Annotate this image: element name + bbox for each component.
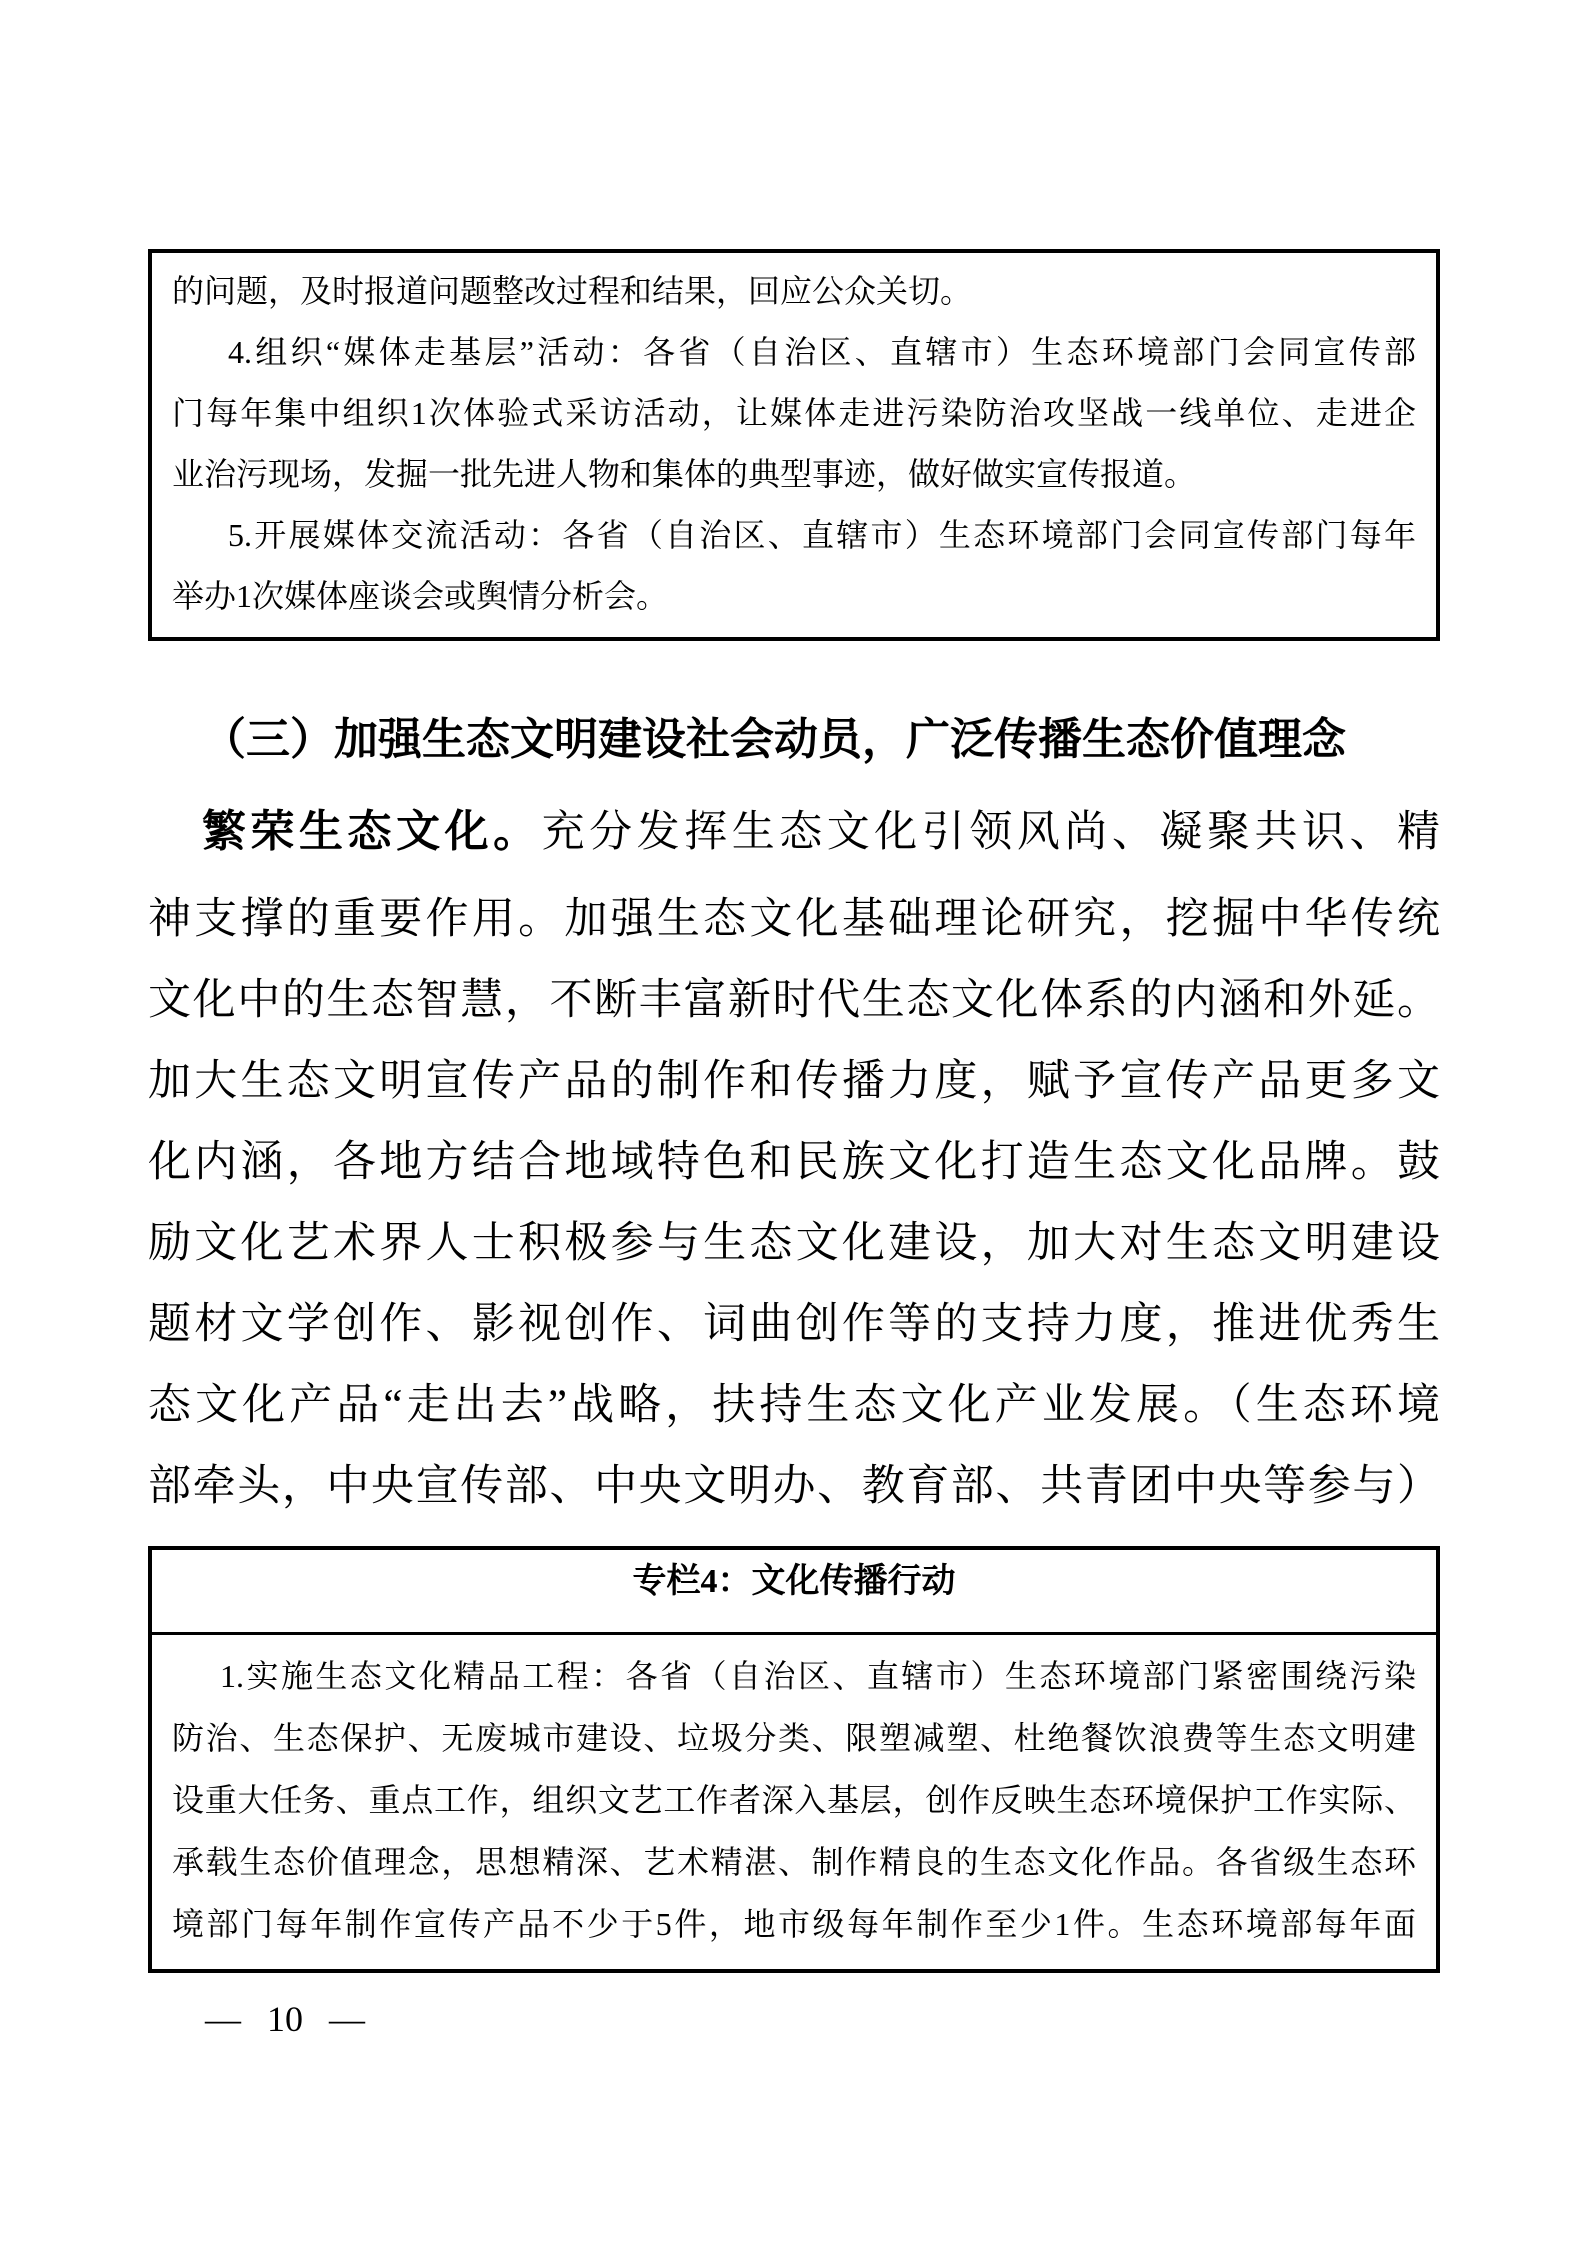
page-footer	[205, 1994, 365, 2044]
text-line: 文化中的生态智慧，不断丰富新时代生态文化体系的内涵和外延。	[148, 977, 1440, 1024]
text-line: 题材文学创作、影视创作、词曲创作等的支持力度，推进优秀生	[148, 1301, 1440, 1348]
text-line: 防治、生态保护、无废城市建设、垃圾分类、限塑减塑、杜绝餐饮浪费等生态文明建	[172, 1720, 1416, 1756]
column-box-3-continuation	[148, 249, 1440, 641]
footer-dash-right: —	[329, 1999, 365, 2039]
text-line: 业治污现场，发掘一批先进人物和集体的典型事迹，做好做实宣传报道。	[172, 456, 1197, 492]
text-line: 1.实施生态文化精品工程：各省（自治区、直辖市）生态环境部门紧密围绕污染	[220, 1658, 1416, 1694]
text-line: 境部门每年制作宣传产品不少于5件，地市级每年制作至少1件。生态环境部每年面	[172, 1906, 1416, 1942]
text-line: 门每年集中组织1次体验式采访活动，让媒体走进污染防治攻坚战一线单位、走进企	[172, 395, 1416, 431]
section-heading-line-1: （三）加强生态文明建设社会动员，广泛传播生态价值理念	[202, 715, 1346, 764]
text-line: 的问题，及时报道问题整改过程和结果，回应公众关切。	[172, 273, 973, 309]
column-box-header	[152, 1550, 1436, 1635]
text-line: 4.组织“媒体走基层”活动：各省（自治区、直辖市）生态环境部门会同宣传部	[228, 334, 1416, 370]
column-box-title: 专栏4：文化传播行动	[632, 1563, 956, 1600]
text-line: 承载生态价值理念，思想精深、艺术精湛、制作精良的生态文化作品。各省级生态环	[172, 1844, 1416, 1880]
section-3	[148, 694, 1440, 1527]
column-box-body	[152, 1635, 1436, 1969]
text-line: 神支撑的重要作用。加强生态文化基础理论研究，挖掘中华传统	[148, 896, 1440, 943]
footer-dash-left: —	[205, 1999, 241, 2039]
page-number: 10	[267, 1999, 303, 2039]
text-line: 加大生态文明宣传产品的制作和传播力度，赋予宣传产品更多文	[148, 1058, 1440, 1105]
text-line: 态文化产品“走出去”战略，扶持生态文化产业发展。（生态环境	[148, 1382, 1440, 1429]
section-heading-line-2	[148, 786, 1440, 879]
text-line: 设重大任务、重点工作，组织文艺工作者深入基层，创作反映生态环境保护工作实际、	[172, 1782, 1416, 1818]
text-line: 5.开展媒体交流活动：各省（自治区、直辖市）生态环境部门会同宣传部门每年	[228, 517, 1416, 553]
section-body-run: 充分发挥生态文化引领风尚、凝聚共识、精	[541, 809, 1441, 856]
text-line: 举办1次媒体座谈会或舆情分析会。	[172, 578, 669, 614]
text-line: 励文化艺术界人士积极参与生态文化建设，加大对生态文明建设	[148, 1220, 1440, 1267]
text-line: 化内涵，各地方结合地域特色和民族文化打造生态文化品牌。鼓	[148, 1139, 1440, 1186]
text-line: 部牵头，中央宣传部、中央文明办、教育部、共青团中央等参与）	[148, 1463, 1440, 1510]
section-heading-bold-run: 繁荣生态文化。	[202, 807, 542, 856]
column-box-4	[148, 1546, 1440, 1973]
